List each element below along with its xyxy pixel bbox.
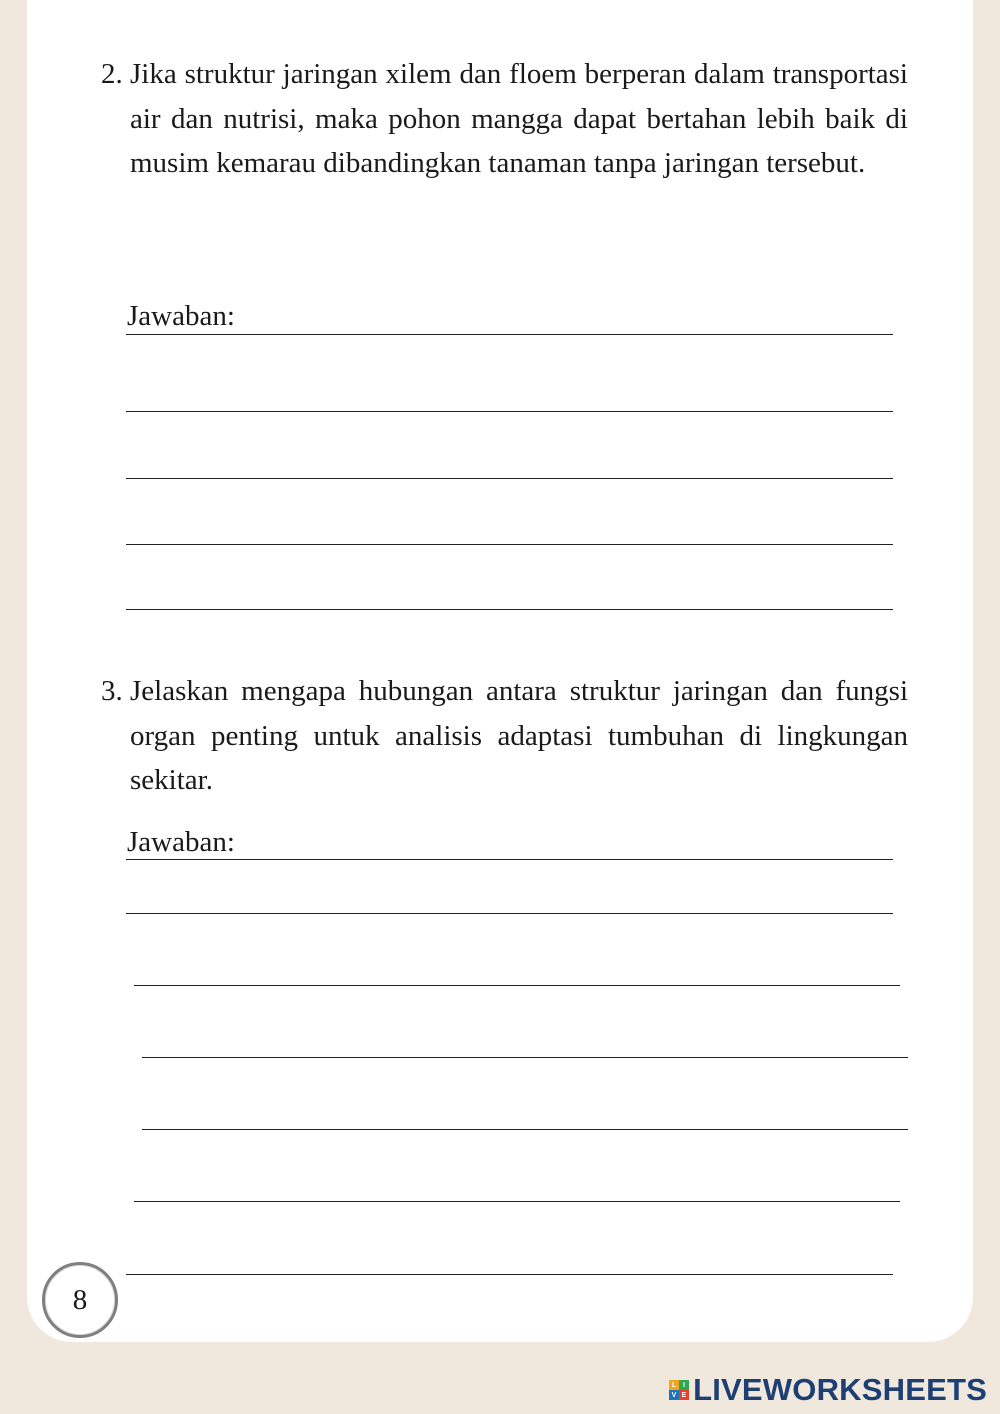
answer-2-label: Jawaban: xyxy=(127,300,235,332)
liveworksheets-logo-icon xyxy=(669,1380,689,1400)
logo-tile-e: E xyxy=(679,1390,689,1400)
page-number: 8 xyxy=(72,1283,88,1316)
logo-tile-l: L xyxy=(669,1380,679,1390)
answer-3-line-4[interactable] xyxy=(142,1057,908,1058)
answer-2-line-5[interactable] xyxy=(126,609,893,610)
question-3 xyxy=(101,669,908,803)
answer-3-line-5[interactable] xyxy=(142,1129,908,1130)
answer-2-line-4[interactable] xyxy=(126,544,893,545)
answer-3-label: Jawaban: xyxy=(127,826,235,858)
page-number-badge xyxy=(42,1262,118,1338)
question-2-number: 2. xyxy=(101,58,123,90)
question-3-text: Jelaskan mengapa hubungan antara struktur jaringan dan fungsi organ penting untuk analisis adaptasi tumbuhan di lingkungan sekitar. xyxy=(130,675,908,796)
answer-3-line-1[interactable] xyxy=(126,859,893,860)
answer-3-line-2[interactable] xyxy=(126,913,893,914)
answer-2-line-2[interactable] xyxy=(126,411,893,412)
answer-3-line-7[interactable] xyxy=(126,1274,893,1275)
answer-2-line-1[interactable] xyxy=(126,334,893,335)
answer-3-line-3[interactable] xyxy=(134,985,900,986)
answer-3-line-6[interactable] xyxy=(134,1201,900,1202)
brand-name: LIVEWORKSHEETS xyxy=(693,1372,987,1407)
question-2-text: Jika struktur jaringan xilem dan floem berperan dalam transportasi air dan nutrisi, maka pohon mangga dapat bertahan lebih baik di musim kemarau dibandingkan tanaman tanpa jaringan tersebut. xyxy=(130,58,908,179)
logo-tile-i: I xyxy=(679,1380,689,1390)
answer-2-line-3[interactable] xyxy=(126,478,893,479)
question-3-number: 3. xyxy=(101,675,123,707)
question-2 xyxy=(101,52,908,186)
liveworksheets-brand[interactable] xyxy=(669,1372,987,1408)
logo-tile-v: V xyxy=(669,1390,679,1400)
